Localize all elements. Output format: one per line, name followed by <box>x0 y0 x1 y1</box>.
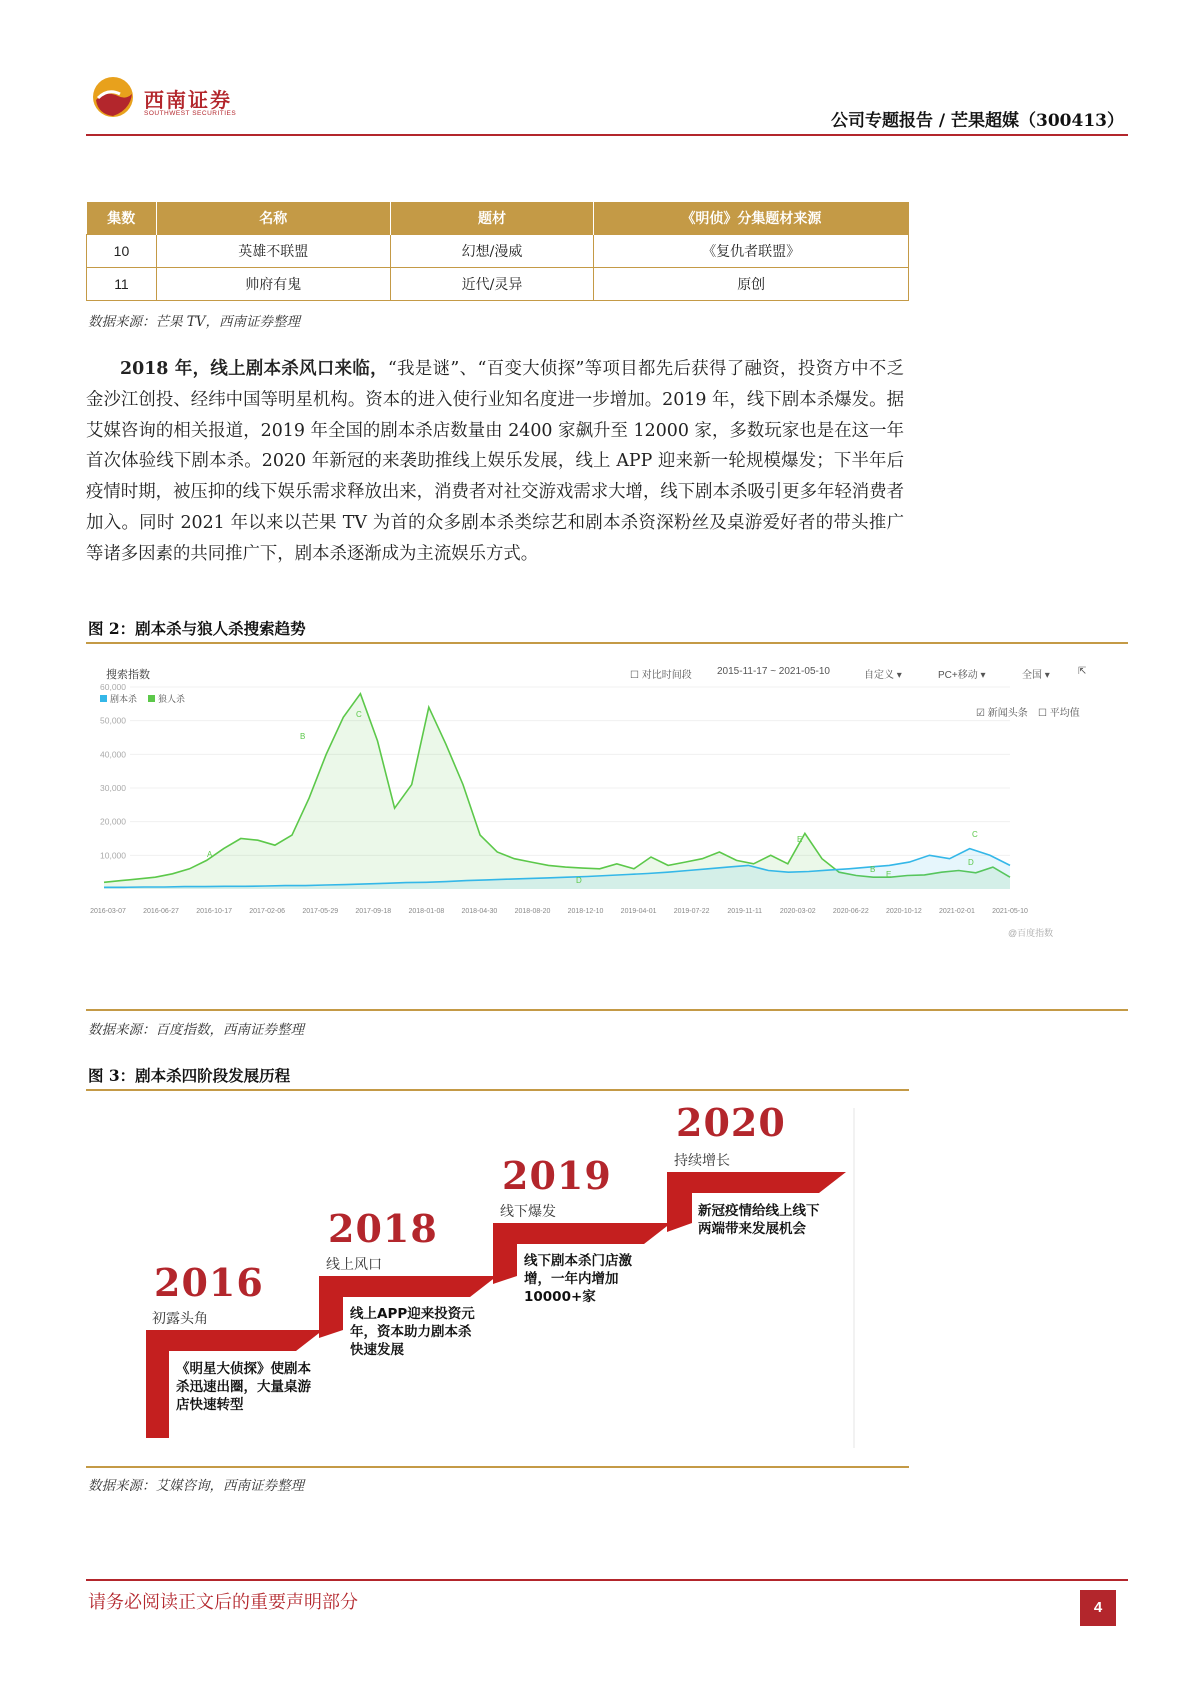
stage-desc: 新冠疫情给线上线下两端带来发展机会 <box>698 1203 820 1237</box>
chart-annotation: C <box>356 710 362 719</box>
legend-label: 剧本杀 <box>110 694 138 704</box>
chart-annotation: D <box>968 858 974 867</box>
y-tick-label: 60,000 <box>100 682 126 692</box>
x-tick-label: 2018-04-30 <box>461 908 498 915</box>
table-row <box>87 234 909 267</box>
x-tick-label: 2020-06-22 <box>832 908 869 915</box>
table-cell: 帅府有鬼 <box>156 267 390 300</box>
chart-annotation: E <box>886 870 892 879</box>
x-tick-label: 2019-04-01 <box>620 908 657 915</box>
table-row <box>87 267 909 300</box>
table-header-row <box>87 202 909 234</box>
compare-checkbox[interactable]: ☐ 对比时间段 <box>630 670 692 681</box>
stage-label: 初露头角 <box>152 1311 208 1327</box>
x-tick-label: 2018-12-10 <box>567 908 604 915</box>
stage-year: 2016 <box>154 1260 264 1305</box>
series-area <box>104 694 1010 889</box>
figure3-title: 图 3：剧本杀四阶段发展历程 <box>88 1066 291 1085</box>
stage-desc: 《明星大侦探》使剧本杀迅速出圈，大量桌游店快速转型 <box>176 1361 311 1413</box>
chart-annotation: E <box>797 835 803 844</box>
chart-annotation: D <box>576 876 582 885</box>
table-cell: 近代/灵异 <box>390 267 594 300</box>
chart-annotation: A <box>207 850 213 859</box>
x-tick-label: 2021-02-01 <box>939 908 975 915</box>
x-tick-label: 2021-05-10 <box>992 908 1028 915</box>
table-header-cell: 《明侦》分集题材来源 <box>594 202 909 234</box>
legend-swatch <box>100 695 107 702</box>
table-header-cell: 题材 <box>390 202 594 234</box>
x-tick-label: 2017-05-29 <box>302 908 339 915</box>
news-checkbox[interactable]: ☑ 新闻头条 <box>976 708 1028 719</box>
region-label: 全国 <box>1022 670 1042 681</box>
x-tick-label: 2020-10-12 <box>885 908 922 915</box>
chart-annotation: B <box>870 865 876 874</box>
figure2-bottom-rule <box>86 1009 1128 1011</box>
search-trend-chart <box>90 657 1112 1003</box>
figure3-top-rule <box>86 1089 909 1091</box>
y-tick-label: 40,000 <box>100 749 126 760</box>
x-tick-label: 2017-09-18 <box>355 908 392 915</box>
company-logo-icon <box>92 76 134 118</box>
avg-label: 平均值 <box>1049 708 1080 719</box>
x-tick-label: 2019-07-22 <box>673 908 710 915</box>
body-paragraph <box>86 354 904 570</box>
logo-text-en: SOUTHWEST SECURITIES <box>144 110 237 117</box>
table-header-cell: 名称 <box>156 202 390 234</box>
news-label: 新闻头条 <box>987 708 1028 719</box>
custom-label: 自定义 <box>864 670 894 681</box>
stage-desc: 线上APP迎来投资元年，资本助力剧本杀快速发展 <box>350 1306 475 1358</box>
figure3-source: 数据来源：艾媒咨询，西南证券整理 <box>88 1478 304 1494</box>
table-cell: 英雄不联盟 <box>156 234 390 267</box>
chart-annotation: C <box>972 830 978 839</box>
chart-canvas <box>90 657 1112 1003</box>
table-cell: 10 <box>87 234 157 267</box>
table-cell: 《复仇者联盟》 <box>594 234 909 267</box>
footer-notice: 请务必阅读正文后的重要声明部分 <box>88 1592 358 1613</box>
date-range[interactable]: 2015-11-17 ~ 2021-05-10 <box>717 666 830 677</box>
report-title: 公司专题报告 / 芒果超媒（300413） <box>830 111 1124 131</box>
paragraph-body: “我是谜”、“百变大侦探”等项目都先后获得了融资，投资方中不乏金沙江创投、经纬中国等明星机构。资本的进入使行业知名度进一步增加。2019 年，线下剧本杀爆发。据艾媒咨询的相关报道，2019 年全国的剧本杀店数量由 2400 家飙升至 12000 家，多数玩家也是在这一年首次体验线下剧本杀。2020 年新冠的来袭助推线上娱乐发展，线上 APP 迎来新一轮规模爆发；下半年后疫情时期，被压抑的线下娱乐需求释放出来，消费者对社交游戏需求大增，线下剧本杀吸引更多年轻消费者加入。同时 2021 年以来以芒果 TV 为首的众多剧本杀类综艺和剧本杀资深粉丝及桌游爱好者的带头推广等诸多因素的共同推广下，剧本杀逐渐成为主流娱乐方式。 <box>86 359 904 564</box>
y-tick-label: 50,000 <box>100 715 126 726</box>
stage-label: 持续增长 <box>674 1153 730 1169</box>
x-tick-label: 2018-08-20 <box>514 908 551 915</box>
device-dropdown[interactable]: PC+移动 ▾ <box>938 670 986 681</box>
x-tick-label: 2019-11-11 <box>727 908 763 915</box>
y-tick-label: 20,000 <box>100 816 126 827</box>
footer-rule <box>86 1579 1128 1581</box>
table-cell: 原创 <box>594 267 909 300</box>
x-tick-label: 2016-03-07 <box>90 908 126 915</box>
page-header <box>86 70 1128 136</box>
legend-label: 狼人杀 <box>158 694 186 704</box>
stage-desc: 线下剧本杀门店激增，一年内增加10000+家 <box>524 1253 632 1305</box>
index-label: 搜索指数 <box>106 669 150 681</box>
stage-year: 2018 <box>328 1206 438 1251</box>
figure3-bottom-rule <box>86 1466 909 1468</box>
x-tick-label: 2016-06-27 <box>143 908 179 915</box>
chart-annotation: B <box>300 732 306 741</box>
table-header-cell: 集数 <box>87 202 157 234</box>
device-label: PC+移动 <box>938 670 978 681</box>
watermark: @百度指数 <box>1008 928 1054 938</box>
stage-label: 线上风口 <box>326 1257 382 1273</box>
table-source: 数据来源：芒果 TV，西南证券整理 <box>88 314 301 330</box>
x-tick-label: 2017-02-06 <box>249 908 286 915</box>
region-dropdown[interactable]: 全国 ▾ <box>1022 670 1050 681</box>
x-tick-label: 2016-10-17 <box>196 908 233 915</box>
custom-dropdown[interactable]: 自定义 ▾ <box>864 670 902 681</box>
episode-table <box>86 202 909 301</box>
stage-year: 2020 <box>676 1100 786 1145</box>
stage-label: 线下爆发 <box>500 1204 556 1220</box>
figure2-top-rule <box>86 642 1128 644</box>
legend-swatch <box>148 695 155 702</box>
share-icon[interactable]: ⇱ <box>1078 666 1087 677</box>
x-tick-label: 2020-03-02 <box>779 908 816 915</box>
table-cell: 11 <box>87 267 157 300</box>
y-tick-label: 10,000 <box>100 850 126 861</box>
compare-label: 对比时间段 <box>641 670 692 681</box>
avg-checkbox[interactable]: ☐ 平均值 <box>1038 708 1080 719</box>
table-cell: 幻想/漫威 <box>390 234 594 267</box>
figure2-source: 数据来源：百度指数，西南证券整理 <box>88 1022 304 1038</box>
page-number: 4 <box>1080 1590 1116 1626</box>
paragraph-lead: 2018 年，线上剧本杀风口来临， <box>120 359 388 379</box>
development-timeline <box>86 1100 858 1460</box>
stage-year: 2019 <box>502 1153 612 1198</box>
logo-text-cn: 西南证券 <box>144 88 232 112</box>
figure2-title: 图 2：剧本杀与狼人杀搜索趋势 <box>88 619 306 638</box>
x-tick-label: 2018-01-08 <box>408 908 445 915</box>
y-tick-label: 30,000 <box>100 783 126 793</box>
